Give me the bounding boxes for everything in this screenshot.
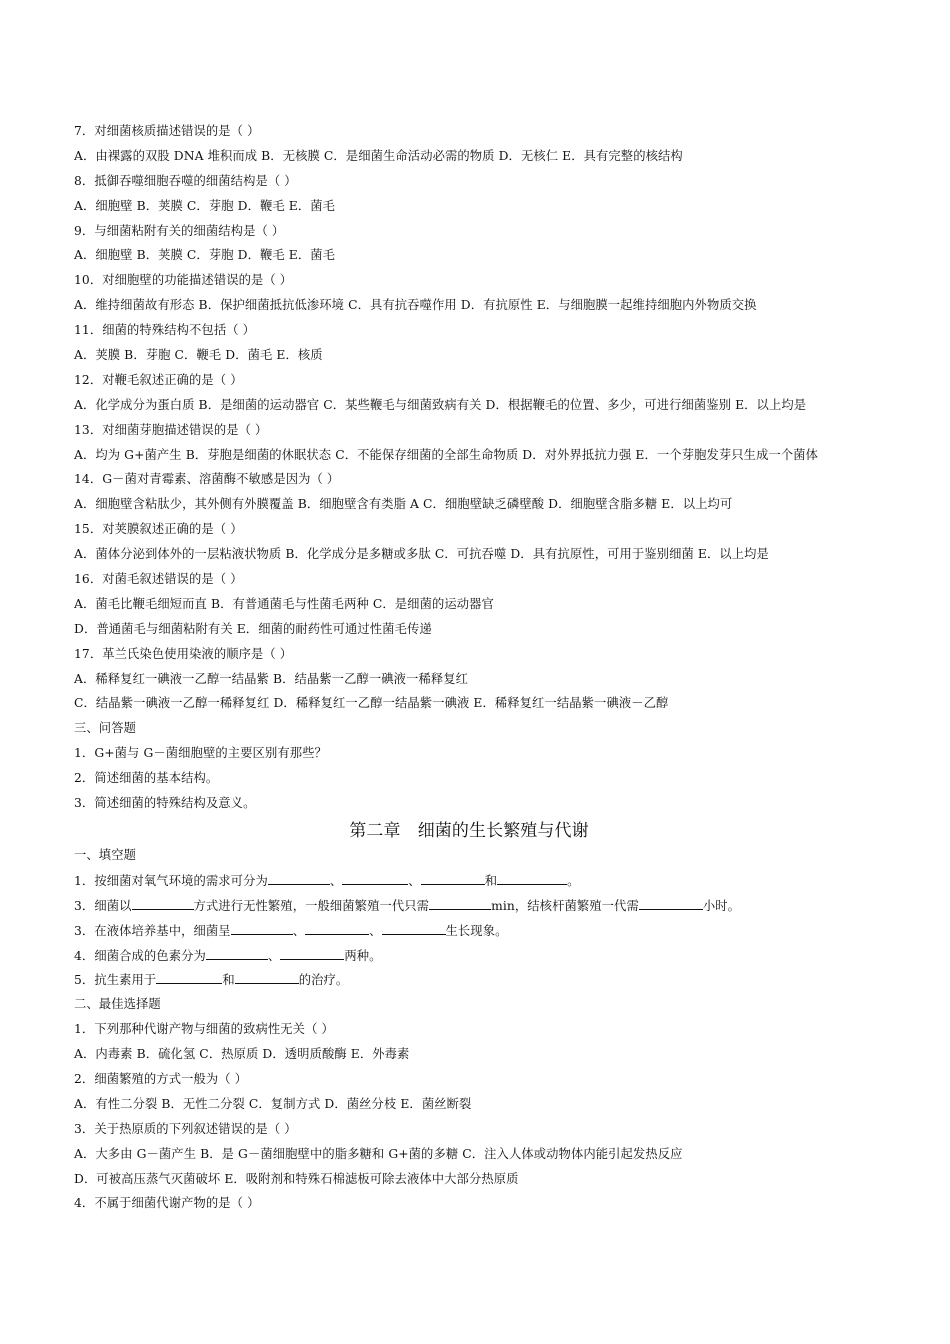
- question-text: 3．简述细菌的特殊结构及意义。: [74, 796, 256, 811]
- answer-blank: [639, 893, 703, 910]
- answer-options: A．细胞壁含粘肽少，其外侧有外膜覆盖 B．细胞壁含有类脂 A C．细胞壁缺乏磷壁酸 D．细胞壁含脂多糖 E．以上均可: [74, 497, 733, 512]
- separator: 、: [329, 873, 343, 888]
- chapter-title: 第二章 细菌的生长繁殖与代谢: [349, 820, 589, 841]
- section-heading: 三、问答题: [74, 721, 136, 736]
- separator: 和: [484, 873, 498, 888]
- answer-options: A．有性二分裂 B．无性二分裂 C．复制方式 D．菌丝分枝 E．菌丝断裂: [74, 1096, 472, 1111]
- question-text: 16．对菌毛叙述错误的是（ ）: [74, 572, 243, 587]
- answer-blank: [429, 893, 491, 910]
- separator: 、: [292, 923, 306, 938]
- separator: 。: [567, 873, 580, 888]
- question-text: 的治疗。: [298, 973, 349, 988]
- fill-question-4: [74, 943, 904, 968]
- question-text: 3．细菌以: [74, 898, 132, 913]
- question-text: 14．G－菌对青霉素、溶菌酶不敏感是因为（ ）: [74, 472, 340, 487]
- section-heading: 二、最佳选择题: [74, 997, 161, 1012]
- answer-blank: [132, 893, 194, 910]
- answer-blank: [235, 967, 299, 984]
- answer-blank: [421, 868, 485, 885]
- answer-options: A．荚膜 B．芽胞 C．鞭毛 D．菌毛 E．核质: [74, 348, 323, 363]
- question-text: 15．对荚膜叙述正确的是（ ）: [74, 522, 243, 537]
- answer-blank: [268, 868, 330, 885]
- question-text: 11．细菌的特殊结构不包括（ ）: [74, 323, 256, 338]
- separator: 、: [408, 873, 421, 888]
- section-heading-fill-in: 一、填空题: [74, 847, 136, 862]
- question-text: min，结核杆菌繁殖一代需: [491, 898, 639, 913]
- question-text: 1．G+菌与 G－菌细胞壁的主要区别有那些？: [74, 746, 327, 761]
- answer-options: A．菌毛比鞭毛细短而直 B．有普通菌毛与性菌毛两种 C．是细菌的运动器官: [74, 596, 494, 611]
- fill-question-3: [74, 918, 904, 943]
- separator: 、: [369, 923, 382, 938]
- answer-blank: [156, 967, 222, 984]
- answer-options: A．大多由 G－菌产生 B．是 G－菌细胞壁中的脂多糖和 G+菌的多糖 C．注入人体或动物体内能引起发热反应: [74, 1146, 683, 1161]
- question-text: 8．抵御吞噬细胞吞噬的细菌结构是（ ）: [74, 173, 297, 188]
- answer-blank: [231, 918, 293, 935]
- answer-blank: [497, 868, 567, 885]
- answer-options: A．由裸露的双股 DNA 堆积而成 B．无核膜 C．是细菌生命活动必需的物质 D．无核仁 E．具有完整的核结构: [74, 148, 683, 163]
- answer-options: A．细胞壁 B．荚膜 C．芽胞 D．鞭毛 E．菌毛: [74, 248, 336, 263]
- answer-options: A．维持细菌故有形态 B．保护细菌抵抗低渗环境 C．具有抗吞噬作用 D．有抗原性 E．与细胞膜一起维持细胞内外物质交换: [74, 298, 757, 313]
- question-text: 3．关于热原质的下列叙述错误的是（ ）: [74, 1121, 297, 1136]
- question-text: 4．不属于细菌代谢产物的是（ ）: [74, 1196, 260, 1211]
- question-text: 13．对细菌芽胞描述错误的是（ ）: [74, 422, 268, 437]
- question-text: 1．按细菌对氧气环境的需求可分为: [74, 873, 268, 888]
- chapter-one-questions: [74, 119, 904, 816]
- question-text: 小时。: [702, 898, 741, 913]
- answer-options: D．普通菌毛与细菌粘附有关 E．细菌的耐药性可通过性菌毛传递: [74, 621, 432, 636]
- question-text: 5．抗生素用于: [74, 973, 157, 988]
- question-text: 两种。: [344, 948, 382, 963]
- answer-blank: [280, 943, 344, 960]
- answer-blank: [206, 943, 268, 960]
- answer-options: A．均为 G+菌产生 B．芽胞是细菌的休眠状态 C．不能保存细菌的全部生命物质 D．对外界抵抗力强 E．一个芽胞发芽只生成一个菌体: [74, 447, 819, 462]
- answer-options: A．细胞壁 B．荚膜 C．芽胞 D．鞭毛 E．菌毛: [74, 198, 336, 213]
- separator: 、: [267, 948, 281, 963]
- answer-blank: [305, 918, 369, 935]
- answer-options: D．可被高压蒸气灭菌破坏 E．吸附剂和特殊石棉滤板可除去液体中大部分热原质: [74, 1171, 519, 1186]
- question-text: 2．简述细菌的基本结构。: [74, 771, 219, 786]
- answer-options: A．稀释复红一碘液一乙醇一结晶紫 B．结晶紫一乙醇一碘液一稀释复红: [74, 671, 469, 686]
- document-body: [74, 119, 904, 1216]
- question-text: 4．细菌合成的色素分为: [74, 948, 206, 963]
- question-text: 方式进行无性繁殖，一般细菌繁殖一代只需: [193, 898, 430, 913]
- question-text: 9．与细菌粘附有关的细菌结构是（ ）: [74, 223, 285, 238]
- answer-options: A．内毒素 B．硫化氢 C．热原质 D．透明质酸酶 E．外毒素: [74, 1047, 410, 1062]
- question-text: 7．对细菌核质描述错误的是（ ）: [74, 124, 260, 138]
- question-text: 3．在液体培养基中，细菌呈: [74, 923, 231, 938]
- question-text: 2．细菌繁殖的方式一般为（ ）: [74, 1071, 248, 1086]
- question-text: 17．革兰氏染色使用染液的顺序是（ ）: [74, 646, 293, 661]
- answer-options: C．结晶紫一碘液一乙醇一稀释复红 D．稀释复红一乙醇一结晶紫一碘液 E．稀释复红一结晶紫一碘液－乙醇: [74, 696, 669, 711]
- question-text: 10．对细胞壁的功能描述错误的是（ ）: [74, 273, 293, 288]
- fill-question-5: [74, 967, 904, 992]
- chapter-two-questions: [74, 992, 904, 1216]
- answer-blank: [342, 868, 408, 885]
- fill-question-2: [74, 893, 904, 918]
- answer-options: A．化学成分为蛋白质 B．是细菌的运动器官 C．某些鞭毛与细菌致病有关 D．根据鞭毛的位置、多少，可进行细菌鉴别 E．以上均是: [74, 397, 807, 412]
- answer-options: A．菌体分泌到体外的一层粘液状物质 B．化学成分是多糖或多肽 C．可抗吞噬 D．具有抗原性，可用于鉴别细菌 E．以上均是: [74, 547, 769, 562]
- question-text: 1．下列那种代谢产物与细菌的致病性无关（ ）: [74, 1022, 334, 1037]
- answer-blank: [382, 918, 446, 935]
- question-text: 12．对鞭毛叙述正确的是（ ）: [74, 372, 243, 387]
- question-text: 生长现象。: [445, 923, 508, 938]
- fill-question-1: [74, 868, 904, 893]
- separator: 和: [222, 973, 235, 988]
